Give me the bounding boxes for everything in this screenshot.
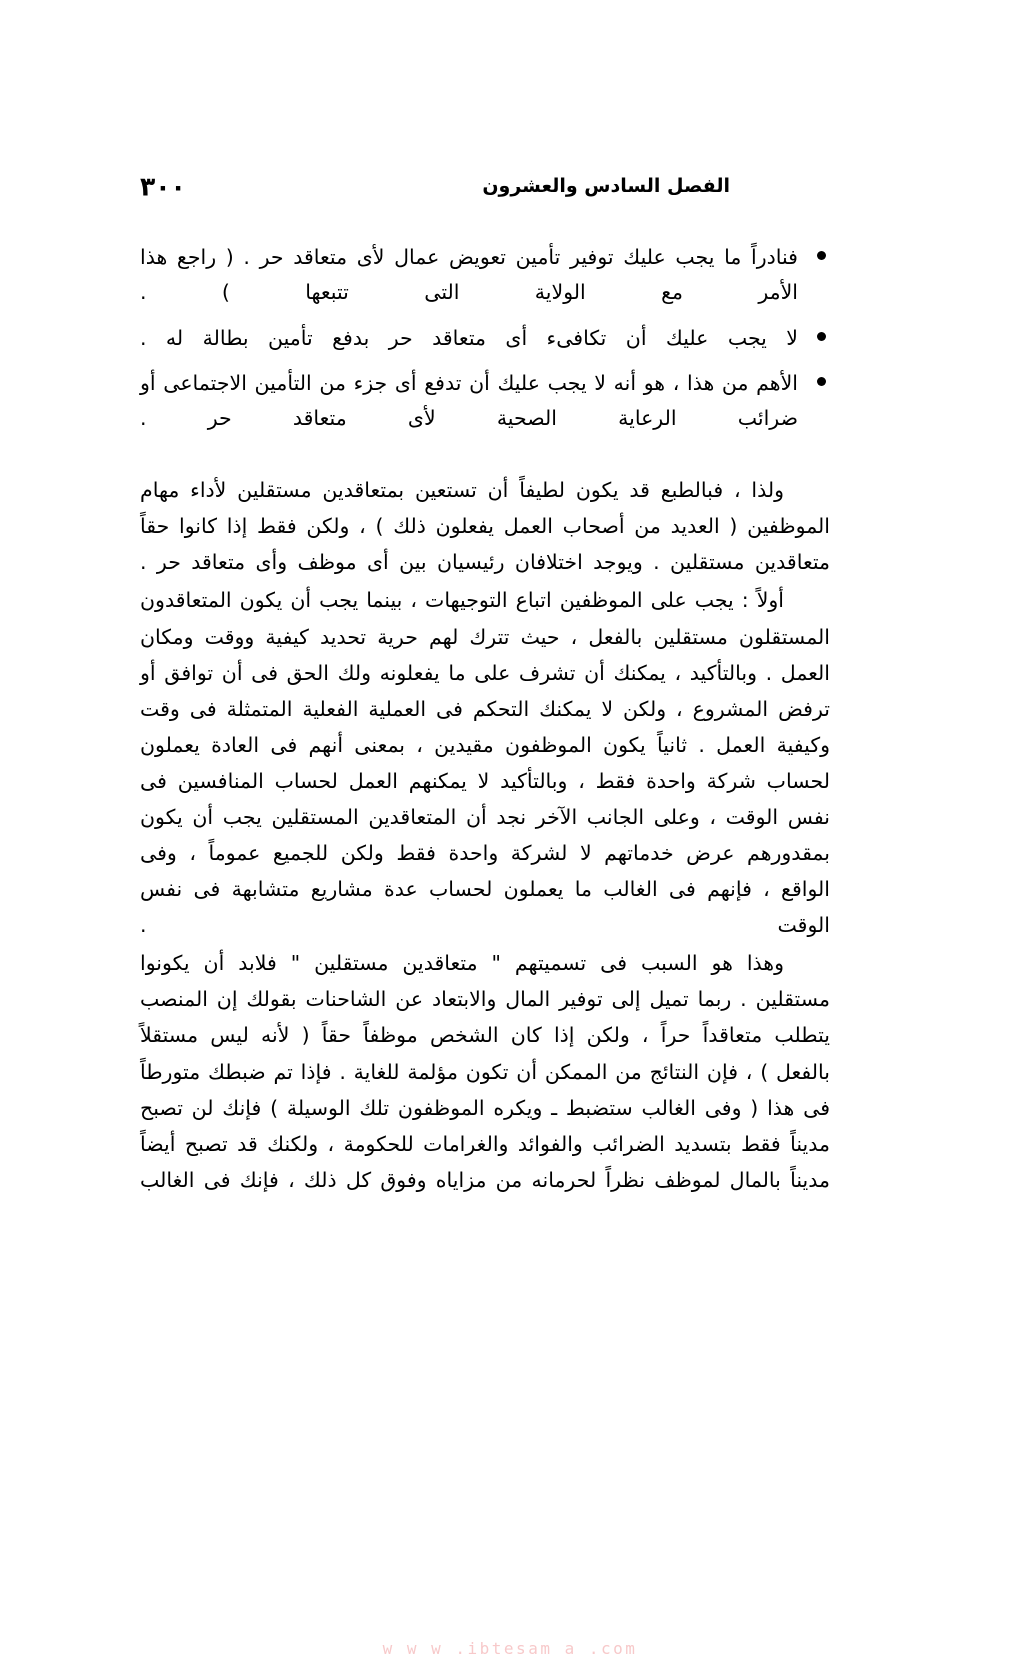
bullet-list: [140, 240, 830, 436]
list-item-text: الأهم من هذا ، هو أنه لا يجب عليك أن تدفع أى جزء من التأمين الاجتماعى أو ضرائب الرعاية الصحية لأى متعاقد حر .: [140, 370, 798, 430]
list-item-text: لا يجب عليك أن تكافىء أى متعاقد حر بدفع تأمين بطالة له .: [140, 325, 798, 350]
list-item: [140, 366, 830, 437]
body-paragraph: وهذا هو السبب فى تسميتهم " متعاقدين مستقلين " فلابد أن يكونوا مستقلين . ربما تميل إلى توفير المال والابتعاد عن الشاحنات بقولك إن المنصب يتطلب متعاقداً حراً ، ولكن إذا كان الشخص موظفاً حقاً ( لأنه ليس مستقلاً بالفعل ) ، فإن النتائج من الممكن أن تكون مؤلمة للغاية . فإذا تم ضبطك متورطاً فى هذا ( وفى الغالب ستضبط ـ ويكره الموظفون تلك الوسيلة ) فإنك لن تصبح مديناً فقط بتسديد الضرائب والفوائد والغرامات للحكومة ، ولكنك قد تصبح أيضاً مديناً بالمال لموظف نظراً لحرمانه من مزاياه وفوق كل ذلك ، فإنك فى الغالب: [140, 951, 830, 1192]
page-number: ٣٠٠: [140, 170, 186, 202]
chapter-title: الفصل السادس والعشرون: [482, 175, 730, 197]
body-paragraph: ولذا ، فبالطبع قد يكون لطيفاً أن تستعين بمتعاقدين مستقلين لأداء مهام الموظفين ( العديد من أصحاب العمل يفعلون ذلك ) ، ولكن فقط إذا كانوا حقاً متعاقدين مستقلين . ويوجد اختلافان رئيسيان بين أى موظف وأى متعاقد حر .: [140, 478, 830, 575]
bullet-point-icon: [817, 377, 826, 386]
bullet-point-icon: [817, 332, 826, 341]
site-watermark: w w w .ibtesam a .com: [382, 1639, 638, 1658]
page-content: [140, 240, 830, 1198]
list-item: [140, 240, 830, 311]
list-item-text: فنادراً ما يجب عليك توفير تأمين تعويض عمال لأى متعاقد حر . ( راجع هذا الأمر مع الولاية التى تتبعها ) .: [140, 245, 798, 305]
running-head: [140, 168, 880, 204]
bullet-point-icon: [817, 251, 826, 260]
list-item: [140, 321, 830, 356]
body-paragraph: أولاً : يجب على الموظفين اتباع التوجيهات ، بينما يجب أن يكون المتعاقدون المستقلون مستقلين بالفعل ، حيث تترك لهم حرية تحديد كيفية ووقت ومكان العمل . وبالتأكيد ، يمكنك أن تشرف على ما يفعلونه ولك الحق فى أن توافق أو ترفض المشروع ، ولكن لا يمكنك التحكم فى العملية الفعلية المتمثلة فى وقت وكيفية العمل . ثانياً يكون الموظفون مقيدين ، بمعنى أنهم فى العادة يعملون لحساب شركة واحدة فقط ، وبالتأكيد لا يمكنهم العمل لحساب المنافسين فى نفس الوقت ، وعلى الجانب الآخر نجد أن المتعاقدين المستقلين يجب أن يكون بمقدورهم عرض خدماتهم لا لشركة واحدة فقط ولكن للجميع عموماً ، وفى الواقع ، فإنهم فى الغالب ما يعملون لحساب عدة مشاريع متشابهة فى نفس الوقت .: [140, 588, 830, 938]
